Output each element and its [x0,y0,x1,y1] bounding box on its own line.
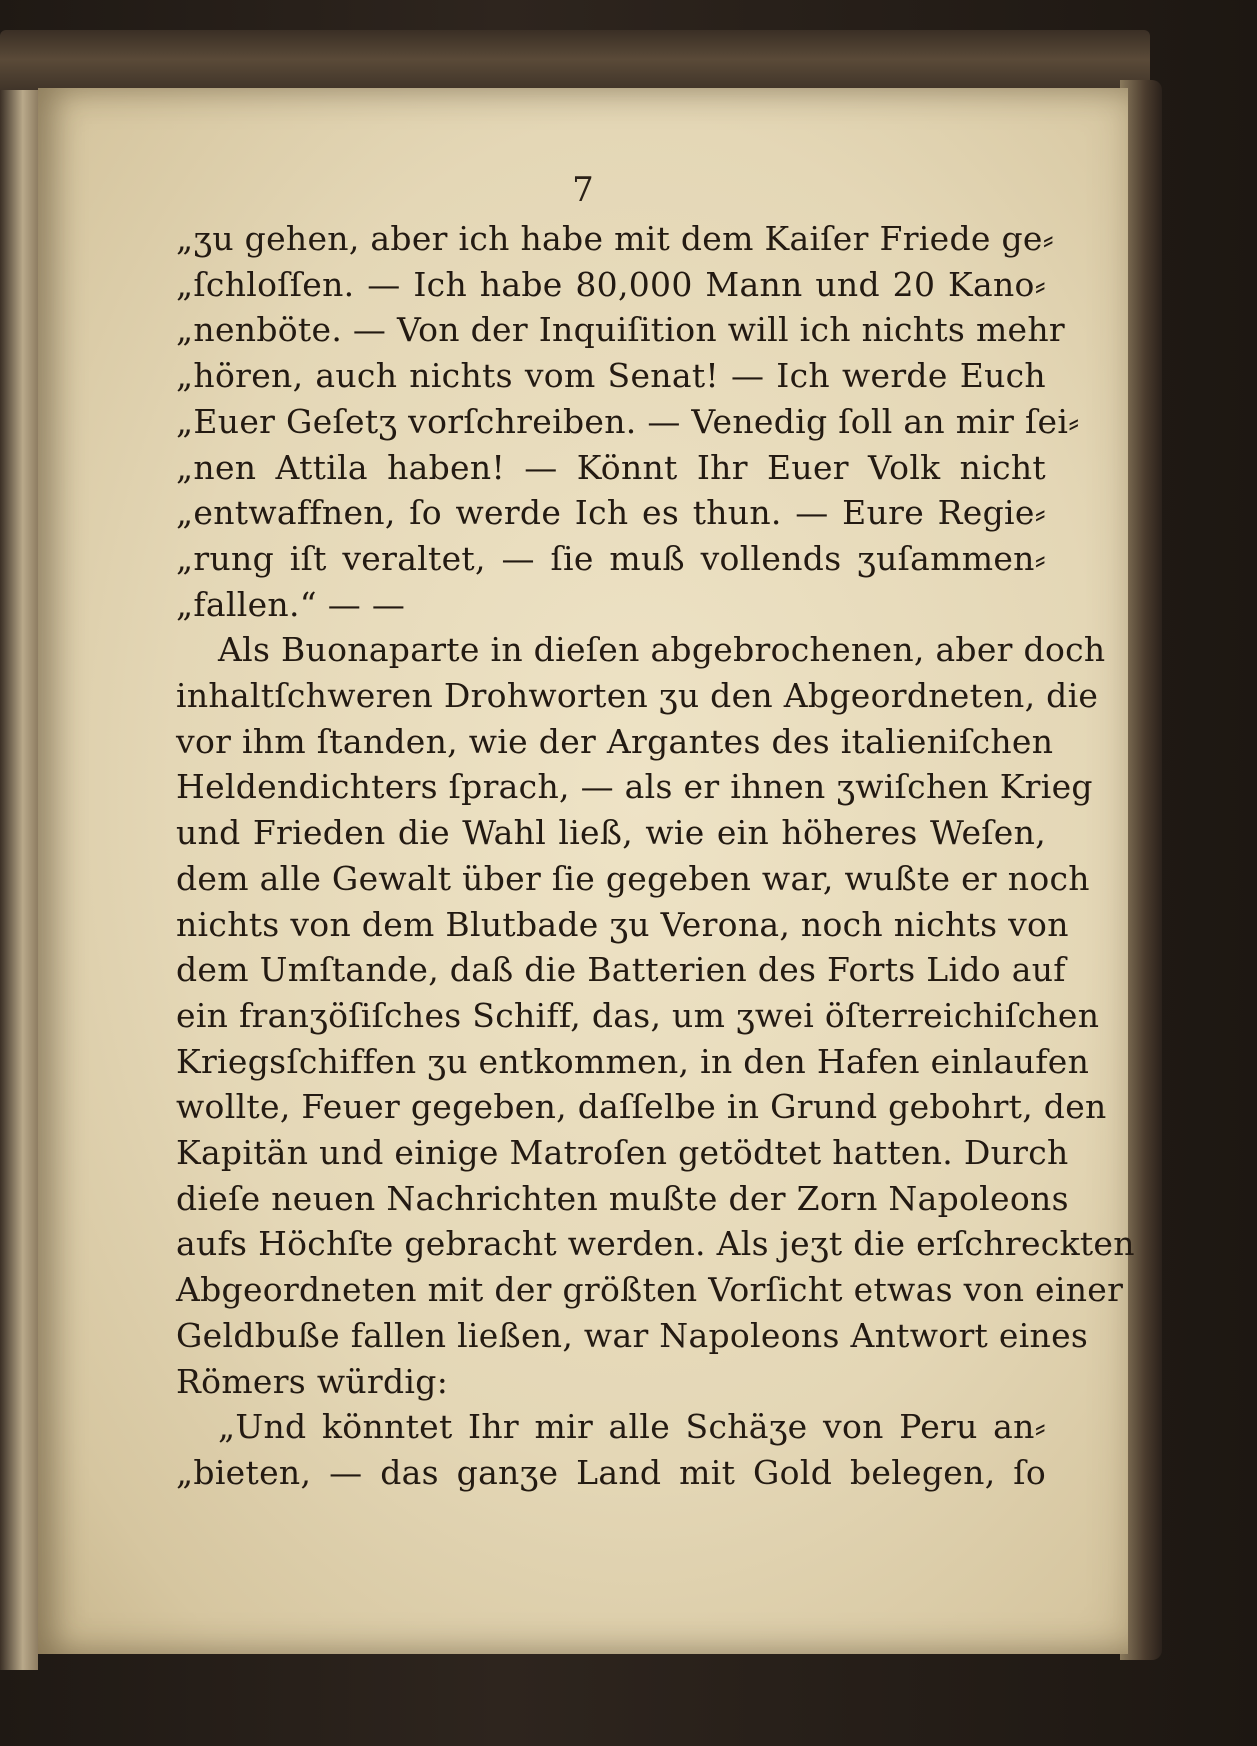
text-line: Kriegsſchiffen ʒu entkommen, in den Hafen einlaufen [176,1041,1090,1081]
text-line: aufs Höchſte gebracht werden. Als jeʒt die erſchreckten [176,1224,1135,1264]
text-line: dieſe neuen Nachrichten mußte der Zorn Napoleons [176,1178,1069,1218]
text-line: „Euer Geſetʒ vorſchreiben. — Venedig ſoll an mir ſei⸗ [176,401,1080,441]
text-line: „nenböte. — Von der Inquiſition will ich nichts mehr [176,310,1065,350]
text-line: Heldendichters ſprach, — als er ihnen ʒwiſchen Krieg [176,767,1093,807]
text-line: „rung iſt veraltet, — ſie muß vollends ʒuſammen⸗ [176,538,1046,578]
text-line: „entwaffnen, ſo werde Ich es thun. — Eure Regie⸗ [176,493,1046,533]
text-line: Abgeordneten mit der größten Vorſicht etwas von einer [176,1270,1124,1310]
text-line: ein franʒöſiſches Schiff, das, um ʒwei öſterreichiſchen [176,995,1100,1035]
text-line: inhaltſchweren Drohworten ʒu den Abgeordneten, die [176,676,1099,716]
text-line: Römers würdig: [176,1361,449,1401]
page-number: 7 [572,170,594,210]
text-line: nichts von dem Blutbade ʒu Verona, noch nichts von [176,904,1069,944]
text-line: „ʒu gehen, aber ich habe mit dem Kaiſer Friede ge⸗ [176,219,1055,258]
left-page-edge [0,90,38,1670]
text-line: „fallen.“ — — [176,584,406,624]
text-line: wollte, Feuer gegeben, daſſelbe in Grund gebohrt, den [176,1087,1107,1127]
paragraph-start-line: Als Buonaparte in dieſen abgebrochenen, aber doch [218,630,1106,670]
paragraph-start-line: „Und könntet Ihr mir alle Schäʒe von Peru an⸗ [218,1407,1046,1447]
text-line: „bieten, — das ganʒe Land mit Gold belegen, ſo [176,1452,1046,1492]
text-line: dem Umſtande, daß die Batterien des Forts Lido auf [176,950,1066,990]
text-line: Kapitän und einige Matroſen getödtet hatten. Durch [176,1133,1069,1173]
text-line: „nen Attila haben! — Könnt Ihr Euer Volk nicht [176,447,1046,487]
page-text [176,216,1135,1496]
text-line: Geldbuße fallen ließen, war Napoleons Antwort eines [176,1315,1089,1355]
book-top-edge [0,30,1150,96]
text-line: und Frieden die Wahl ließ, wie ein höheres Weſen, [176,813,1046,853]
text-line: dem alle Gewalt über ſie gegeben war, wußte er noch [176,858,1090,898]
text-line: „ſchloſſen. — Ich habe 80,000 Mann und 20 Kano⸗ [176,264,1046,304]
book-page [38,88,1135,1654]
text-line: vor ihm ſtanden, wie der Argantes des italieniſchen [176,721,1054,761]
text-line: „hören, auch nichts vom Senat! — Ich werde Euch [176,356,1046,396]
